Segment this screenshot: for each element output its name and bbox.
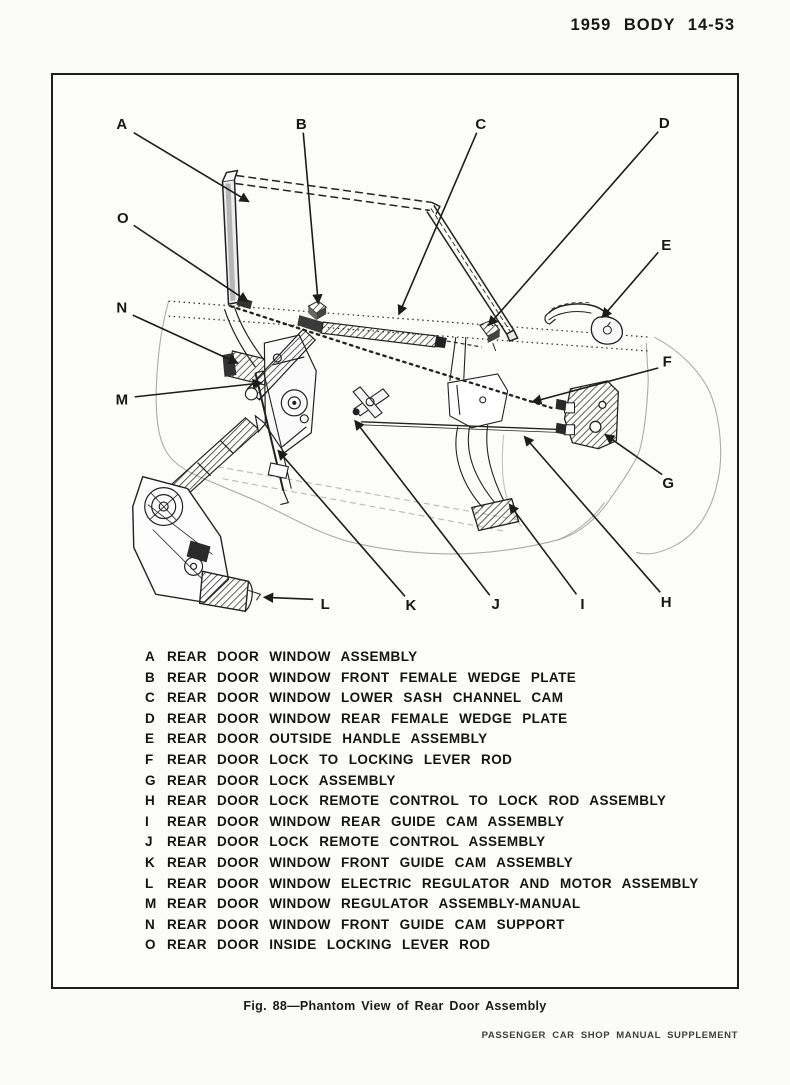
legend-item-letter: C — [145, 690, 156, 706]
legend-item-text: REAR DOOR WINDOW REAR FEMALE WEDGE PLATE — [167, 710, 568, 726]
callout-leader-A — [134, 133, 249, 202]
callout-letter-F: F — [662, 353, 672, 371]
legend-item — [145, 647, 705, 668]
callout-leader-M — [135, 383, 262, 397]
legend-item-text: REAR DOOR WINDOW FRONT FEMALE WEDGE PLATE — [167, 669, 577, 685]
callout-letter-G: G — [662, 475, 675, 493]
sash-channel-cam-part — [297, 315, 481, 348]
callout-leader-J — [355, 421, 490, 595]
callout-letter-L: L — [320, 595, 330, 613]
remote-control-part — [353, 387, 389, 418]
legend-item — [145, 709, 705, 730]
callout-leader-C — [399, 133, 477, 314]
electric-regulator-motor-part — [133, 416, 266, 611]
outside-handle-part — [545, 302, 622, 344]
legend-item-text: REAR DOOR WINDOW REAR GUIDE CAM ASSEMBLY — [167, 813, 565, 829]
legend-item-letter: D — [145, 710, 156, 726]
legend-item-letter: H — [145, 793, 156, 809]
callout-letter-B: B — [295, 116, 307, 134]
legend-item-letter: M — [145, 896, 157, 912]
callout-leader-N — [133, 315, 238, 363]
legend-item-letter: G — [145, 772, 156, 788]
rear-guide-cam-part — [448, 337, 519, 530]
window-assembly — [223, 171, 518, 342]
callout-letter-H: H — [660, 593, 672, 611]
callout-leader-H — [525, 437, 661, 593]
front-wedge-plate-part — [308, 301, 326, 320]
legend-item-letter: J — [145, 834, 153, 850]
page-footer: PASSENGER CAR SHOP MANUAL SUPPLEMENT — [481, 1030, 738, 1041]
figure-frame — [51, 73, 739, 989]
callout-letter-M: M — [115, 391, 129, 409]
legend-item — [145, 812, 705, 833]
legend-item-text: REAR DOOR LOCK REMOTE CONTROL TO LOCK ROD ASSEMBLY — [167, 793, 667, 809]
legend-item — [145, 750, 705, 771]
lock-assembly-part — [556, 381, 619, 449]
legend-item-letter: N — [145, 916, 156, 932]
figure-caption: Fig. 88—Phantom View of Rear Door Assembly — [243, 999, 547, 1013]
legend-item-text: REAR DOOR LOCK REMOTE CONTROL ASSEMBLY — [167, 834, 546, 850]
legend-item-text: REAR DOOR WINDOW FRONT GUIDE CAM SUPPORT — [167, 916, 565, 932]
legend-item — [145, 771, 705, 792]
callout-leader-K — [278, 451, 405, 597]
legend-item — [145, 894, 705, 915]
callout-letter-D: D — [658, 115, 670, 133]
legend-item-text: REAR DOOR WINDOW REGULATOR ASSEMBLY-MANUAL — [167, 896, 581, 912]
legend-item — [145, 668, 705, 689]
legend-item-letter: K — [145, 854, 156, 870]
legend-item-text: REAR DOOR WINDOW ASSEMBLY — [167, 649, 418, 664]
legend-item-letter: O — [145, 937, 156, 953]
legend-item-letter: L — [145, 875, 154, 891]
legend-item — [145, 729, 705, 750]
callout-letter-N: N — [116, 299, 128, 317]
door-assembly-diagram — [53, 75, 737, 635]
callout-leader-D — [489, 132, 659, 325]
callout-leader-G — [605, 435, 662, 475]
legend-item-text: REAR DOOR OUTSIDE HANDLE ASSEMBLY — [167, 731, 488, 747]
callout-letter-J: J — [491, 595, 500, 613]
manual-regulator-part — [245, 329, 316, 453]
callout-letter-K: K — [405, 596, 417, 614]
callout-leader-I — [510, 505, 577, 595]
legend-item-letter: I — [145, 813, 150, 829]
legend-item — [145, 935, 705, 956]
legend-item-text: REAR DOOR WINDOW ELECTRIC REGULATOR AND MOTOR ASSEMBLY — [167, 875, 699, 891]
callout-letter-I: I — [580, 595, 585, 613]
callout-leader-B — [303, 133, 318, 304]
callout-letter-A: A — [116, 116, 128, 134]
legend-item-letter: A — [145, 649, 156, 664]
callout-letter-C: C — [475, 116, 487, 134]
callout-letter-E: E — [661, 236, 672, 254]
legend-item-text: REAR DOOR WINDOW FRONT GUIDE CAM ASSEMBLY — [167, 854, 574, 870]
legend-item-letter: B — [145, 669, 156, 685]
callout-leader-L — [264, 597, 313, 599]
legend-item-text: REAR DOOR INSIDE LOCKING LEVER ROD — [167, 937, 491, 953]
legend-item — [145, 688, 705, 709]
legend-item-text: REAR DOOR LOCK TO LOCKING LEVER ROD — [167, 751, 513, 767]
page-header: 1959 BODY 14-53 — [570, 16, 735, 34]
legend-item-letter: E — [145, 731, 155, 747]
legend-list — [145, 647, 705, 956]
legend-item — [145, 874, 705, 895]
legend-item — [145, 832, 705, 853]
legend-item-letter: F — [145, 751, 154, 767]
callout-leader-E — [602, 252, 658, 317]
legend-item-text: REAR DOOR WINDOW LOWER SASH CHANNEL CAM — [167, 690, 564, 706]
legend-item — [145, 853, 705, 874]
callout-letter-O: O — [116, 209, 129, 227]
legend-item — [145, 791, 705, 812]
legend-item — [145, 915, 705, 936]
legend-item-text: REAR DOOR LOCK ASSEMBLY — [167, 772, 396, 788]
